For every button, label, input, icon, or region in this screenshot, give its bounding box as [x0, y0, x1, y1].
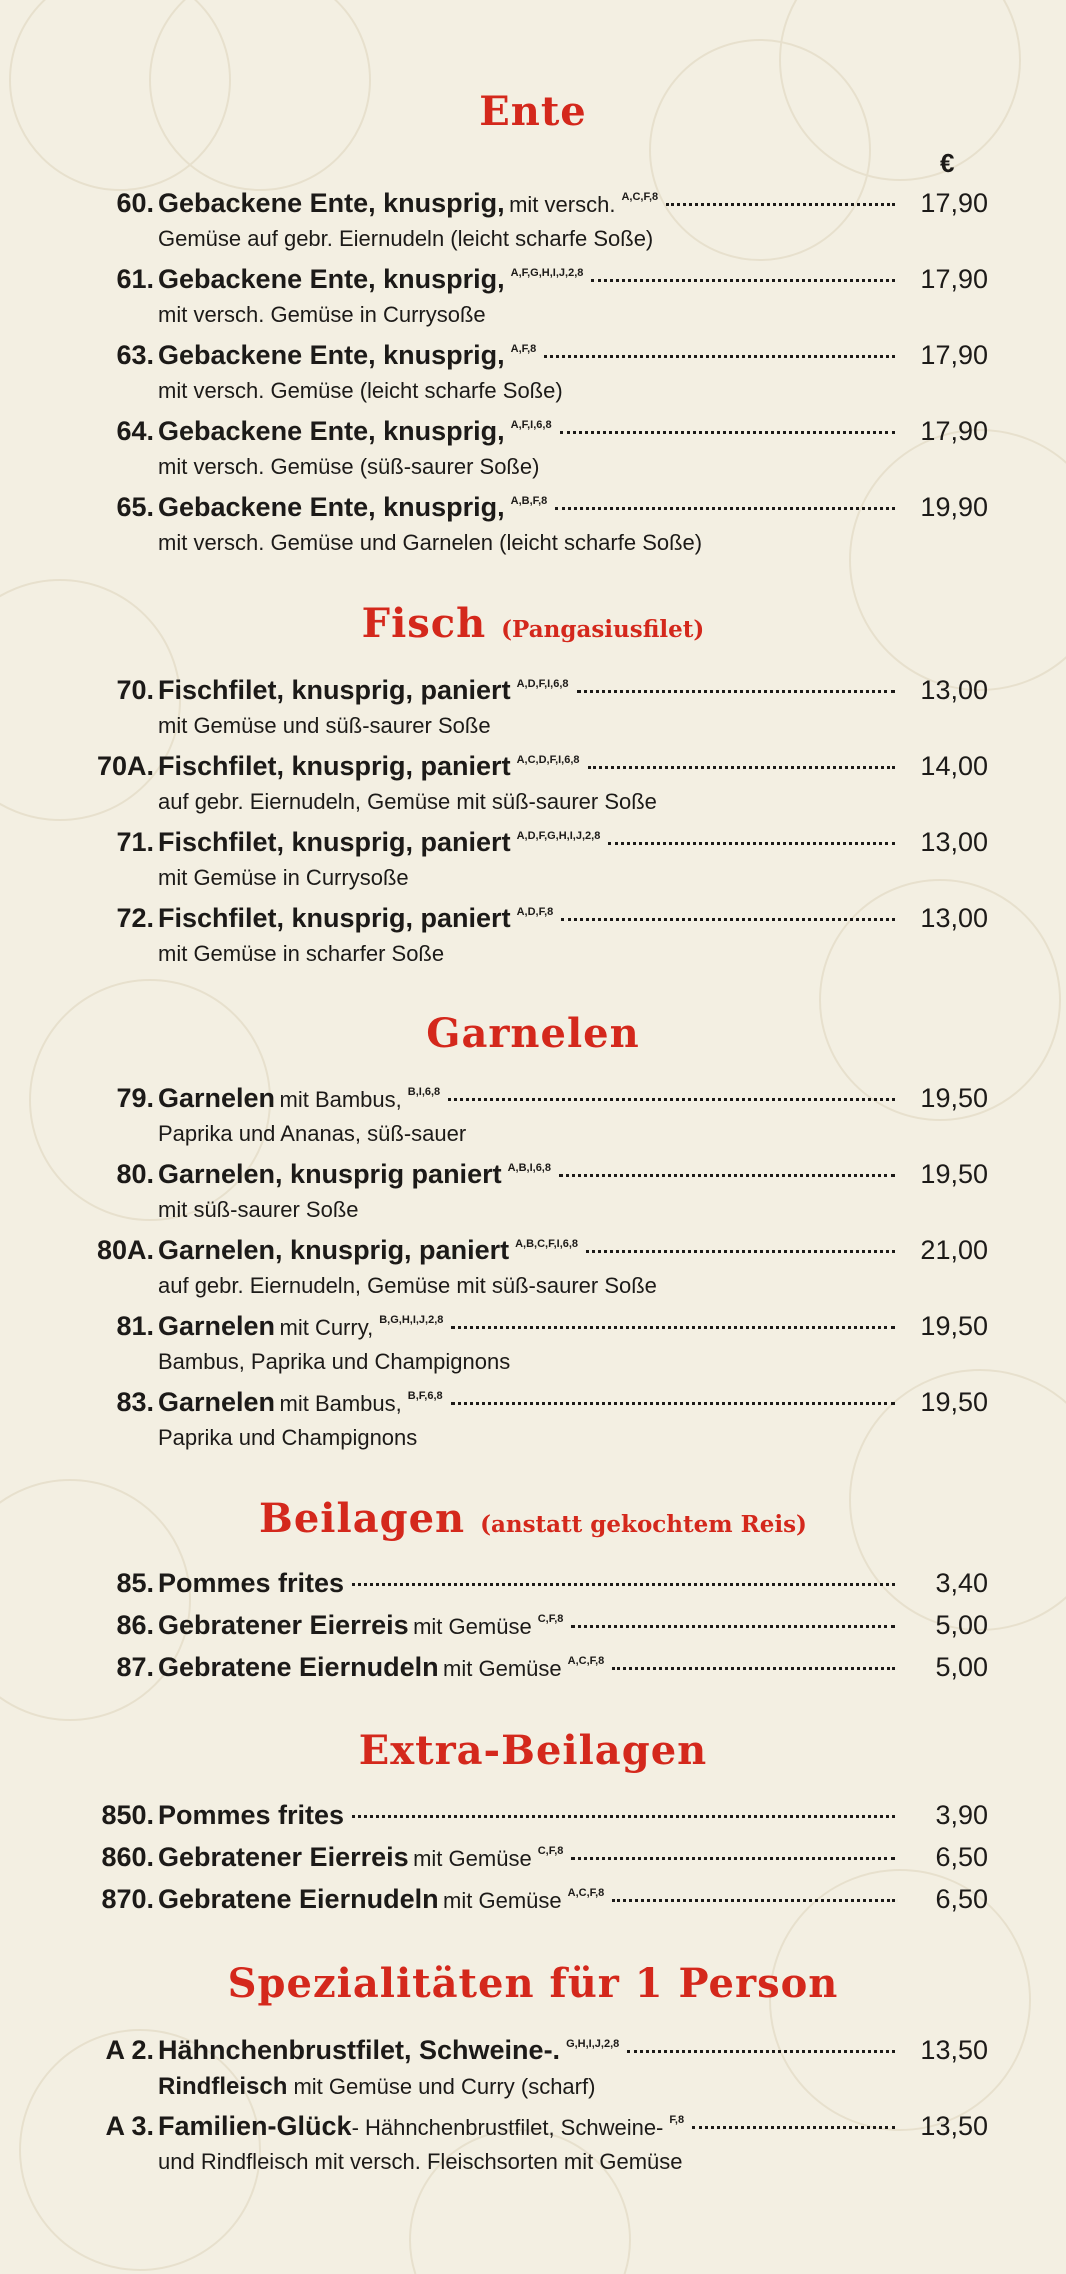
item-number: 86.: [116, 1610, 154, 1640]
allergen-codes: C,F,8: [537, 1845, 564, 1857]
currency-symbol: €: [940, 148, 955, 178]
item-number: 72.: [116, 903, 154, 933]
item-line: [158, 1387, 988, 1423]
item-extra: mit Gemüse: [443, 1888, 562, 1913]
item-name: Gebackene Ente, knusprig,: [158, 492, 505, 522]
menu-item: [0, 1311, 1066, 1383]
item-line: [158, 1235, 988, 1271]
item-price: 13,00: [920, 675, 988, 705]
dot-leader: [560, 431, 895, 434]
item-number: 70.: [116, 675, 154, 705]
item-description: mit versch. Gemüse in Currysoße: [158, 302, 486, 327]
dot-leader: [571, 1625, 895, 1628]
item-line: [158, 1159, 988, 1195]
allergen-codes: B,G,H,I,J,2,8: [379, 1314, 444, 1326]
menu-item: [0, 751, 1066, 823]
item-line: [158, 827, 988, 863]
item-description: mit versch. Gemüse (leicht scharfe Soße): [158, 378, 563, 403]
item-price: 19,50: [920, 1159, 988, 1189]
allergen-codes: B,F,6,8: [407, 1390, 443, 1402]
item-number: 71.: [116, 827, 154, 857]
allergen-codes: A,B,I,6,8: [507, 1162, 551, 1174]
menu-item: [0, 2035, 1066, 2107]
item-price: 3,90: [935, 1800, 988, 1830]
item-extra: mit Curry,: [279, 1315, 374, 1340]
item-line: [158, 1311, 988, 1347]
item-description: mit Gemüse und süß-saurer Soße: [158, 713, 491, 738]
item-name: Familien-Glück: [158, 2111, 352, 2141]
item-price: 21,00: [920, 1235, 988, 1265]
item-name: Gebackene Ente, knusprig,: [158, 264, 505, 294]
item-price: 19,50: [920, 1083, 988, 1113]
dot-leader: [544, 355, 895, 358]
item-price: 19,50: [920, 1311, 988, 1341]
item-number: A 2.: [105, 2035, 154, 2065]
dot-leader: [451, 1326, 895, 1329]
menu-item: [0, 1159, 1066, 1231]
menu-item: [0, 340, 1066, 412]
item-number: 860.: [101, 1842, 154, 1872]
section-title-spezialitaeten: Spezialitäten für 1 Person: [227, 1960, 839, 2007]
item-number: 65.: [116, 492, 154, 522]
item-line: [158, 1652, 988, 1688]
item-description: und Rindfleisch mit versch. Fleischsorten mit Gemüse: [158, 2149, 683, 2174]
menu-item: [0, 1235, 1066, 1307]
item-number: 81.: [116, 1311, 154, 1341]
item-number: 61.: [116, 264, 154, 294]
allergen-codes: A,C,D,F,I,6,8: [516, 754, 580, 766]
item-line: [158, 751, 988, 787]
item-description: Paprika und Champignons: [158, 1425, 418, 1450]
menu-item: [0, 827, 1066, 899]
item-number: 870.: [101, 1884, 154, 1914]
item-name: Gebratene Eiernudeln: [158, 1884, 439, 1914]
allergen-codes: G,H,I,J,2,8: [566, 2038, 620, 2050]
dot-leader: [612, 1899, 895, 1902]
allergen-codes: A,C,F,8: [621, 191, 659, 203]
item-price: 17,90: [920, 264, 988, 294]
item-description: Bambus, Paprika und Champignons: [158, 1349, 511, 1374]
item-name: Fischfilet, knusprig, paniert: [158, 751, 511, 781]
item-description: mit Gemüse in Currysoße: [158, 865, 409, 890]
item-extra: mit Gemüse: [413, 1614, 532, 1639]
section-title-garnelen: Garnelen: [426, 1010, 640, 1057]
item-price: 13,00: [920, 827, 988, 857]
item-number: 60.: [116, 188, 154, 218]
dot-leader: [571, 1857, 895, 1860]
allergen-codes: A,B,F,8: [510, 495, 548, 507]
item-description: Gemüse auf gebr. Eiernudeln (leicht scharfe Soße): [158, 226, 654, 251]
item-price: 5,00: [935, 1610, 988, 1640]
item-name: Garnelen, knusprig paniert: [158, 1159, 502, 1189]
dot-leader: [559, 1174, 895, 1177]
item-number: 63.: [116, 340, 154, 370]
item-name: Pommes frites: [158, 1568, 345, 1598]
dot-leader: [555, 507, 895, 510]
section-title-fisch: Fisch (Pangasiusfilet): [361, 600, 705, 647]
item-extra: - Hähnchenbrustfilet, Schweine-: [351, 2115, 664, 2140]
item-line: [158, 492, 988, 528]
item-line: [158, 264, 988, 300]
item-price: 6,50: [935, 1842, 988, 1872]
dot-leader: [588, 766, 895, 769]
item-price: 17,90: [920, 340, 988, 370]
item-name: Garnelen: [158, 1311, 276, 1341]
item-price: 6,50: [935, 1884, 988, 1914]
menu-item: [0, 492, 1066, 564]
item-line: [158, 1610, 988, 1646]
item-name: Gebackene Ente, knusprig,: [158, 416, 505, 446]
item-extra: mit Gemüse: [443, 1656, 562, 1681]
item-name: Fischfilet, knusprig, paniert: [158, 903, 511, 933]
item-line: [158, 2035, 988, 2071]
item-line: [158, 188, 988, 224]
dot-leader: [577, 690, 895, 693]
item-line: [158, 1842, 988, 1878]
item-name: Gebratene Eiernudeln: [158, 1652, 439, 1682]
dot-leader: [451, 1402, 895, 1405]
menu-item: [0, 675, 1066, 747]
item-extra: mit Gemüse: [413, 1846, 532, 1871]
item-price: 17,90: [920, 188, 988, 218]
item-price: 3,40: [935, 1568, 988, 1598]
dot-leader: [692, 2126, 895, 2129]
item-description: mit versch. Gemüse und Garnelen (leicht scharfe Soße): [158, 530, 703, 555]
item-name: Pommes frites: [158, 1800, 345, 1830]
allergen-codes: B,I,6,8: [407, 1086, 441, 1098]
item-description: Rindfleisch mit Gemüse und Curry (scharf): [158, 2073, 596, 2100]
allergen-codes: A,F,G,H,I,J,2,8: [510, 267, 584, 279]
item-number: 85.: [116, 1568, 154, 1598]
item-line: [158, 416, 988, 452]
allergen-codes: A,C,F,8: [567, 1887, 605, 1899]
allergen-codes: A,B,C,F,I,6,8: [515, 1238, 579, 1250]
dot-leader: [612, 1667, 895, 1670]
allergen-codes: A,F,I,6,8: [510, 419, 552, 431]
item-description: auf gebr. Eiernudeln, Gemüse mit süß-saurer Soße: [158, 1273, 657, 1298]
item-extra: mit Bambus,: [279, 1391, 402, 1416]
item-line: [158, 1568, 988, 1604]
section-title-beilagen: Beilagen (anstatt gekochtem Reis): [259, 1495, 807, 1542]
item-name: Hähnchenbrustfilet, Schweine-.: [158, 2035, 561, 2065]
item-price: 17,90: [920, 416, 988, 446]
menu-item: [0, 1610, 1066, 1648]
item-price: 13,00: [920, 903, 988, 933]
dot-leader: [561, 918, 895, 921]
item-line: [158, 1083, 988, 1119]
menu-item: [0, 2111, 1066, 2183]
dot-leader: [608, 842, 895, 845]
menu-item: [0, 1842, 1066, 1880]
item-number: 80A.: [96, 1235, 154, 1265]
item-number: 83.: [116, 1387, 154, 1417]
allergen-codes: A,D,F,G,H,I,J,2,8: [516, 830, 601, 842]
item-price: 19,90: [920, 492, 988, 522]
item-extra: mit Bambus,: [279, 1087, 402, 1112]
item-description: mit Gemüse in scharfer Soße: [158, 941, 445, 966]
item-name: Garnelen: [158, 1387, 276, 1417]
item-number: 80.: [116, 1159, 154, 1189]
item-description: mit versch. Gemüse (süß-saurer Soße): [158, 454, 540, 479]
item-name: Gebackene Ente, knusprig,: [158, 188, 505, 218]
allergen-codes: A,F,8: [510, 343, 537, 355]
allergen-codes: F,8: [669, 2114, 685, 2126]
section-title-extra-beilagen: Extra-Beilagen: [358, 1727, 708, 1774]
item-name: Fischfilet, knusprig, paniert: [158, 675, 511, 705]
item-price: 19,50: [920, 1387, 988, 1417]
dot-leader: [352, 1583, 895, 1586]
item-name: Garnelen: [158, 1083, 276, 1113]
menu-item: [0, 1568, 1066, 1606]
item-price: 13,50: [920, 2111, 988, 2141]
item-number: 64.: [116, 416, 154, 446]
item-line: [158, 2111, 988, 2147]
menu-item: [0, 1387, 1066, 1459]
allergen-codes: A,D,F,I,6,8: [516, 678, 569, 690]
item-extra: mit versch.: [509, 192, 616, 217]
item-line: [158, 1800, 988, 1836]
item-description: Paprika und Ananas, süß-sauer: [158, 1121, 467, 1146]
item-name: Gebratener Eierreis: [158, 1610, 409, 1640]
item-line: [158, 675, 988, 711]
item-price: 14,00: [920, 751, 988, 781]
item-line: [158, 903, 988, 939]
menu-item: [0, 188, 1066, 260]
item-number: 850.: [101, 1800, 154, 1830]
item-name: Gebackene Ente, knusprig,: [158, 340, 505, 370]
dot-leader: [627, 2050, 895, 2053]
dot-leader: [352, 1815, 895, 1818]
section-title-ente: Ente: [479, 88, 587, 135]
item-description: mit süß-saurer Soße: [158, 1197, 359, 1222]
dot-leader: [591, 279, 895, 282]
dot-leader: [586, 1250, 895, 1253]
allergen-codes: C,F,8: [537, 1613, 564, 1625]
menu-item: [0, 416, 1066, 488]
item-name: Fischfilet, knusprig, paniert: [158, 827, 511, 857]
menu-item: [0, 1652, 1066, 1690]
menu-item: [0, 903, 1066, 975]
allergen-codes: A,C,F,8: [567, 1655, 605, 1667]
item-line: [158, 340, 988, 376]
menu-item: [0, 264, 1066, 336]
item-line: [158, 1884, 988, 1920]
dot-leader: [448, 1098, 895, 1101]
item-price: 5,00: [935, 1652, 988, 1682]
menu-item: [0, 1083, 1066, 1155]
item-number: 79.: [116, 1083, 154, 1113]
item-number: 70A.: [96, 751, 154, 781]
item-number: 87.: [116, 1652, 154, 1682]
item-number: A 3.: [105, 2111, 154, 2141]
item-description: auf gebr. Eiernudeln, Gemüse mit süß-saurer Soße: [158, 789, 657, 814]
menu-item: [0, 1884, 1066, 1922]
item-price: 13,50: [920, 2035, 988, 2065]
menu-item: [0, 1800, 1066, 1838]
dot-leader: [666, 203, 895, 206]
item-name: Gebratener Eierreis: [158, 1842, 409, 1872]
allergen-codes: A,D,F,8: [516, 906, 554, 918]
item-name: Garnelen, knusprig, paniert: [158, 1235, 510, 1265]
